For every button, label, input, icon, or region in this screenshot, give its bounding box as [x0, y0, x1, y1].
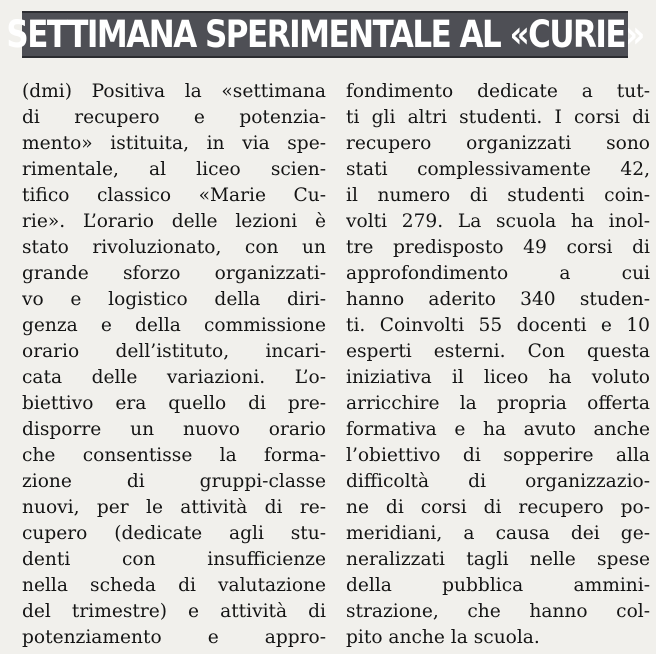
article-line: del trimestre) e attività di: [22, 601, 326, 622]
article-line: di recupero e potenzia-: [22, 107, 326, 128]
article-line: zione di gruppi-classe: [22, 471, 326, 492]
article-line: il numero di studenti coin-: [346, 185, 650, 206]
article-line: approfondimento a cui: [346, 263, 650, 284]
article-line: della pubblica ammini-: [346, 575, 650, 596]
article-line: ti. Coinvolti 55 docenti e 10: [346, 315, 650, 336]
article-line: recupero organizzati sono: [346, 133, 650, 154]
article-line: arricchire la propria offerta: [346, 393, 650, 414]
article-line: disporre un nuovo orario: [22, 419, 326, 440]
article-line: ti gli altri studenti. I corsi di: [346, 107, 650, 128]
article-line: grande sforzo organizzati-: [22, 263, 326, 284]
article-line: l’obiettivo di sopperire alla: [346, 445, 650, 466]
article-line: che consentisse la forma-: [22, 445, 326, 466]
article-line: orario dell’istituto, incari-: [22, 341, 326, 362]
headline: SETTIMANA SPERIMENTALE AL «CURIE»: [6, 12, 644, 57]
article-line: meridiani, a causa dei ge-: [346, 523, 650, 544]
article-line: vo e logistico della diri-: [22, 289, 326, 310]
article-line: potenziamento e appro-: [22, 627, 326, 648]
article-line: ne di corsi di recupero po-: [346, 497, 650, 518]
article-line: volti 279. La scuola ha inol-: [346, 211, 650, 232]
headline-banner: [6, 11, 644, 58]
article-line: rimentale, al liceo scien-: [22, 159, 326, 180]
article-line: formativa e ha avuto anche: [346, 419, 650, 440]
article-line: fondimento dedicate a tut-: [346, 81, 650, 102]
article-column-left: [22, 79, 326, 651]
article-line: nella scheda di valutazione: [22, 575, 326, 596]
article-line: mento» istituita, in via spe-: [22, 133, 326, 154]
article-line: rie». L’orario delle lezioni è: [22, 211, 326, 232]
article-line: iniziativa il liceo ha voluto: [346, 367, 650, 388]
article-line: stato rivoluzionato, con un: [22, 237, 326, 258]
article-line: hanno aderito 340 studen-: [346, 289, 650, 310]
article-line: tre predisposto 49 corsi di: [346, 237, 650, 258]
article-line: pito anche la scuola.: [346, 627, 540, 648]
article-line: neralizzati tagli nelle spese: [346, 549, 650, 570]
article-line: cata delle variazioni. L’o-: [22, 367, 326, 388]
article-line: cupero (dedicate agli stu-: [22, 523, 326, 544]
article-line: stati complessivamente 42,: [346, 159, 650, 180]
article-line: difficoltà di organizzazio-: [346, 471, 650, 492]
article-line: nuovi, per le attività di re-: [22, 497, 326, 518]
article-line: esperti esterni. Con questa: [346, 341, 650, 362]
article-line: (dmi) Positiva la «settimana: [22, 81, 326, 102]
article-line: denti con insufficienze: [22, 549, 326, 570]
article-line: biettivo era quello di pre-: [22, 393, 326, 414]
article-column-right: [346, 79, 650, 651]
article-line: genza e della commissione: [22, 315, 326, 336]
article-line: tifico classico «Marie Cu-: [22, 185, 326, 206]
article-line: strazione, che hanno col-: [346, 601, 650, 622]
